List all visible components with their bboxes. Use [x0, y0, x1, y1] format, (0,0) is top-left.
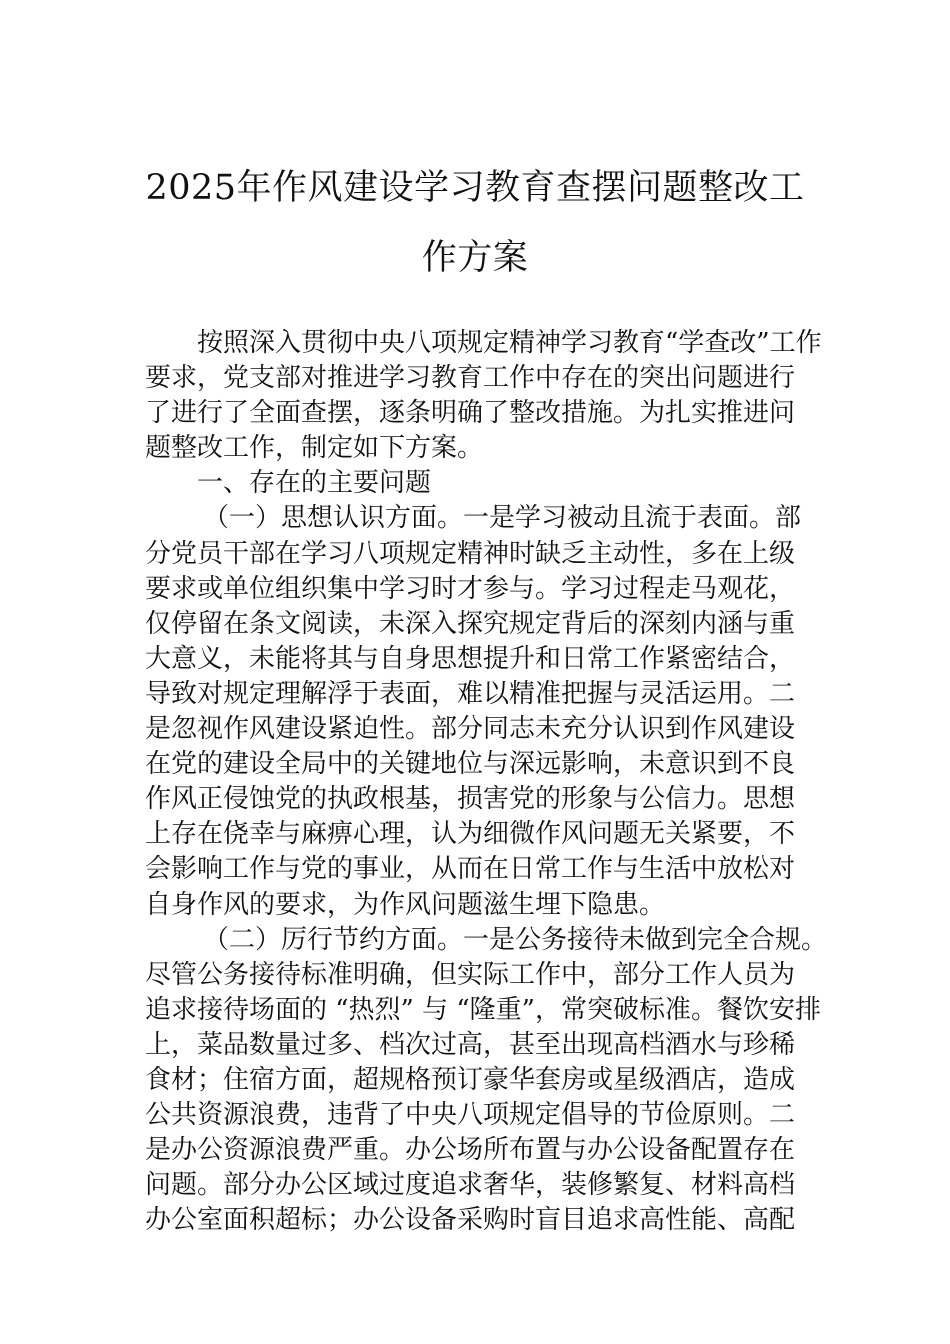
- paragraph-intro-line-1: 按照深入贯彻中央八项规定精神学习教育“学查改”工作: [197, 328, 822, 358]
- paragraph-ideology-line-1: （一）思想认识方面。一是学习被动且流于表面。部: [203, 503, 802, 534]
- paragraph-ideology-line-7: 是忽视作风建设紧迫性。部分同志未充分认识到作风建设: [145, 714, 796, 745]
- paragraph-frugality-line-3: 追求接待场面的 “热烈” 与 “隆重”，常突破标准。餐饮安排: [145, 994, 821, 1025]
- paragraph-ideology-line-8: 在党的建设全局中的关键地位与深远影响，未意识到不良: [145, 749, 796, 780]
- paragraph-frugality-line-1: （二）厉行节约方面。一是公务接待未做到完全合规。: [203, 924, 828, 955]
- paragraph-ideology-line-2: 分党员干部在学习八项规定精神时缺乏主动性，多在上级: [145, 538, 796, 569]
- paragraph-frugality-line-5: 食材；住宿方面，超规格预订豪华套房或星级酒店，造成: [145, 1064, 796, 1095]
- paragraph-intro-line-4: 题整改工作，制定如下方案。: [145, 433, 484, 464]
- paragraph-frugality-line-9: 办公室面积超标；办公设备采购时盲目追求高性能、高配: [145, 1205, 796, 1236]
- document-title-line-1: 2025年作风建设学习教育查摆问题整改工: [145, 168, 805, 208]
- section-heading-main-problems: 一、存在的主要问题: [197, 468, 432, 499]
- paragraph-frugality-line-6: 公共资源浪费，违背了中央八项规定倡导的节俭原则。二: [145, 1100, 796, 1131]
- paragraph-ideology-line-5: 大意义，未能将其与自身思想提升和日常工作紧密结合，: [145, 643, 796, 674]
- paragraph-ideology-line-9: 作风正侵蚀党的执政根基，损害党的形象与公信力。思想: [145, 784, 796, 815]
- paragraph-frugality-line-4: 上，菜品数量过多、档次过高，甚至出现高档酒水与珍稀: [145, 1029, 796, 1060]
- paragraph-frugality-line-7: 是办公资源浪费严重。办公场所布置与办公设备配置存在: [145, 1135, 796, 1166]
- paragraph-intro-line-2: 要求，党支部对推进学习教育工作中存在的突出问题进行: [145, 363, 796, 394]
- paragraph-ideology-line-12: 自身作风的要求，为作风问题滋生埋下隐患。: [145, 889, 666, 920]
- paragraph-ideology-line-6: 导致对规定理解浮于表面，难以精准把握与灵活运用。二: [145, 678, 796, 709]
- paragraph-intro-line-3: 了进行了全面查摆，逐条明确了整改措施。为扎实推进问: [145, 398, 796, 429]
- paragraph-ideology-line-3: 要求或单位组织集中学习时才参与。学习过程走马观花，: [145, 573, 796, 604]
- document-title-line-2: 作方案: [421, 238, 529, 278]
- paragraph-frugality-line-2: 尽管公务接待标准明确，但实际工作中，部分工作人员为: [145, 959, 796, 990]
- paragraph-ideology-line-10: 上存在侥幸与麻痹心理，认为细微作风问题无关紧要，不: [145, 819, 796, 850]
- paragraph-ideology-line-11: 会影响工作与党的事业，从而在日常工作与生活中放松对: [145, 854, 796, 885]
- paragraph-frugality-line-8: 问题。部分办公区域过度追求奢华，装修繁复、材料高档: [145, 1170, 796, 1201]
- document-body: [145, 326, 835, 1238]
- paragraph-ideology-line-4: 仅停留在条文阅读，未深入探究规定背后的深刻内涵与重: [145, 608, 796, 639]
